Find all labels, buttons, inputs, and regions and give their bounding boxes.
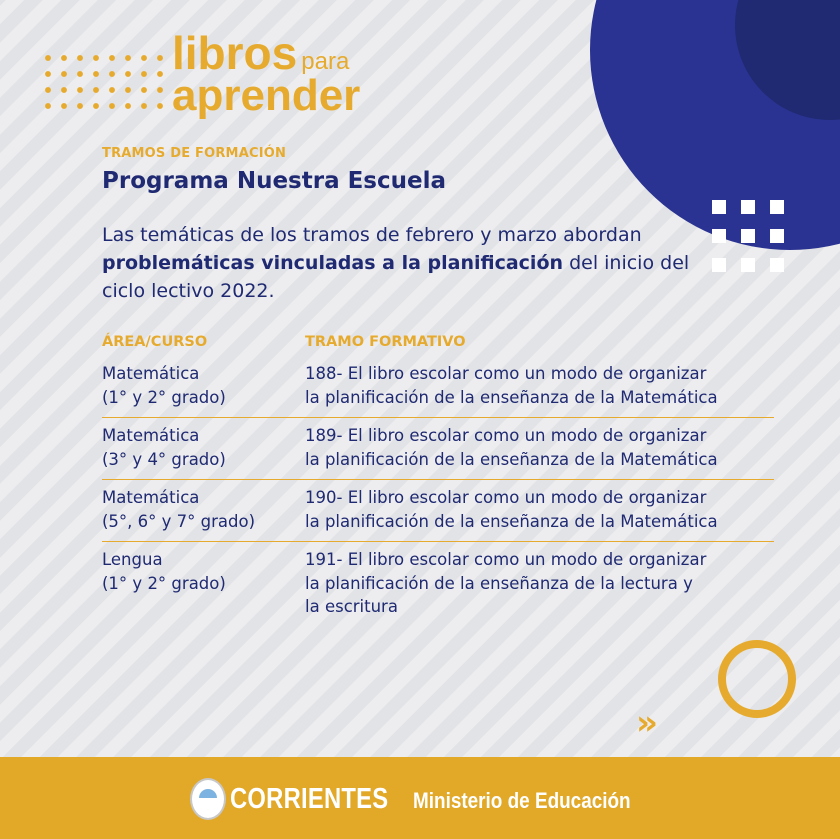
row-area: Matemática (3° y 4° grado) [102,426,226,469]
squares-pattern-icon [712,200,784,272]
section-kicker: TRAMOS DE FORMACIÓN [102,146,287,161]
footer-brand: CORRIENTES [230,783,389,815]
row-tramo: 189- El libro escolar como un modo de organizar la planificación de la enseñanza de la Matemática [305,426,718,469]
table-header [102,334,774,356]
intro-text-1: Las temáticas de los tramos de febrero y marzo abordan [102,224,642,246]
table-row [102,480,774,542]
intro-paragraph [102,221,702,305]
province-seal-icon [190,778,226,820]
row-area: Matemática (1° y 2° grado) [102,364,226,407]
row-tramo: 191- El libro escolar como un modo de organizar la planificación de la enseñanza de la lectura y la escritura [305,550,707,616]
table-row [102,356,774,418]
header-tramo: TRAMO FORMATIVO [305,334,466,350]
logo-word-para: para [301,48,350,75]
footer-bar [0,757,840,839]
libros-para-aprender-logo [172,27,361,120]
tramos-table [102,334,774,627]
intro-text-2: del inicio del ciclo lectivo 2022. [102,252,690,302]
table-row [102,542,774,627]
logo-word-libros: libros [172,27,298,79]
row-tramo: 190- El libro escolar como un modo de organizar la planificación de la enseñanza de la Matemática [305,488,718,531]
table-row [102,418,774,480]
dots-pattern-icon [40,50,168,114]
page-title: Programa Nuestra Escuela [102,168,447,194]
footer-ministry: Ministerio de Educación [413,788,631,813]
double-chevron-right-icon: ›› [636,703,653,743]
logo-word-aprender: aprender [172,71,361,120]
row-area: Matemática (5°, 6° y 7° grado) [102,488,256,531]
row-area: Lengua (1° y 2° grado) [102,550,226,593]
intro-text-bold: problemáticas vinculadas a la planificación [102,252,564,274]
header-area: ÁREA/CURSO [102,334,208,350]
row-tramo: 188- El libro escolar como un modo de organizar la planificación de la enseñanza de la Matemática [305,364,718,407]
ring-icon [718,640,796,718]
